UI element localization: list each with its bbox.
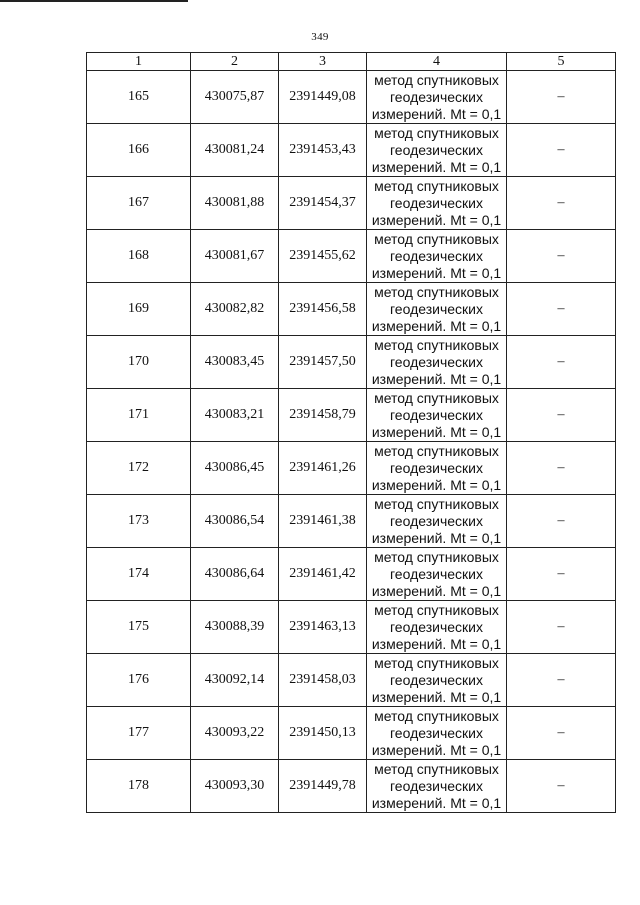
- y-coordinate-cell: 2391455,62: [279, 230, 367, 283]
- y-coordinate-cell: 2391457,50: [279, 336, 367, 389]
- note-cell: –: [507, 71, 616, 124]
- method-text-line: метод спутниковых: [374, 283, 499, 300]
- method-text-line: метод спутниковых: [374, 230, 499, 247]
- method-text-line: метод спутниковых: [374, 760, 499, 777]
- method-cell: [367, 71, 507, 124]
- x-coordinate-cell: 430088,39: [191, 601, 279, 654]
- method-text-line: геодезических: [390, 141, 483, 158]
- method-text-line: геодезических: [390, 618, 483, 635]
- table-row: [87, 124, 616, 177]
- method-cell: [367, 495, 507, 548]
- x-coordinate-cell: 430081,88: [191, 177, 279, 230]
- point-number-cell: 173: [87, 495, 191, 548]
- method-text-line: метод спутниковых: [374, 177, 499, 194]
- point-number-cell: 178: [87, 760, 191, 813]
- y-coordinate-cell: 2391453,43: [279, 124, 367, 177]
- table-row: [87, 760, 616, 813]
- x-coordinate-cell: 430086,45: [191, 442, 279, 495]
- x-coordinate-cell: 430075,87: [191, 71, 279, 124]
- method-text-line: геодезических: [390, 777, 483, 794]
- y-coordinate-cell: 2391449,08: [279, 71, 367, 124]
- table-row: [87, 230, 616, 283]
- method-text-line: измерений. Mt = 0,1: [371, 264, 502, 281]
- method-text-line: геодезических: [390, 724, 483, 741]
- method-text-line: геодезических: [390, 459, 483, 476]
- point-number-cell: 171: [87, 389, 191, 442]
- method-text-line: геодезических: [390, 353, 483, 370]
- method-text-line: геодезических: [390, 247, 483, 264]
- method-text-line: метод спутниковых: [374, 71, 499, 88]
- x-coordinate-cell: 430082,82: [191, 283, 279, 336]
- method-text-line: геодезических: [390, 194, 483, 211]
- y-coordinate-cell: 2391461,38: [279, 495, 367, 548]
- coordinates-table: [86, 52, 616, 813]
- method-text-line: измерений. Mt = 0,1: [371, 158, 502, 175]
- point-number-cell: 172: [87, 442, 191, 495]
- note-cell: –: [507, 389, 616, 442]
- method-cell: [367, 283, 507, 336]
- method-text-line: геодезических: [390, 671, 483, 688]
- note-cell: –: [507, 283, 616, 336]
- column-header: 2: [191, 53, 279, 71]
- method-cell: [367, 548, 507, 601]
- method-text-line: геодезических: [390, 512, 483, 529]
- method-cell: [367, 442, 507, 495]
- method-text-line: метод спутниковых: [374, 336, 499, 353]
- y-coordinate-cell: 2391463,13: [279, 601, 367, 654]
- point-number-cell: 167: [87, 177, 191, 230]
- note-cell: –: [507, 442, 616, 495]
- method-cell: [367, 760, 507, 813]
- column-header: 4: [367, 53, 507, 71]
- method-cell: [367, 336, 507, 389]
- table-row: [87, 548, 616, 601]
- table-row: [87, 336, 616, 389]
- table-row: [87, 601, 616, 654]
- x-coordinate-cell: 430081,67: [191, 230, 279, 283]
- note-cell: –: [507, 124, 616, 177]
- method-text-line: геодезических: [390, 300, 483, 317]
- point-number-cell: 168: [87, 230, 191, 283]
- table-row: [87, 707, 616, 760]
- method-cell: [367, 177, 507, 230]
- method-text-line: метод спутниковых: [374, 389, 499, 406]
- method-text-line: измерений. Mt = 0,1: [371, 211, 502, 228]
- point-number-cell: 169: [87, 283, 191, 336]
- note-cell: –: [507, 654, 616, 707]
- method-text-line: метод спутниковых: [374, 442, 499, 459]
- x-coordinate-cell: 430086,54: [191, 495, 279, 548]
- table-row: [87, 442, 616, 495]
- point-number-cell: 177: [87, 707, 191, 760]
- point-number-cell: 175: [87, 601, 191, 654]
- point-number-cell: 176: [87, 654, 191, 707]
- x-coordinate-cell: 430093,22: [191, 707, 279, 760]
- method-text-line: метод спутниковых: [374, 548, 499, 565]
- method-text-line: геодезических: [390, 88, 483, 105]
- table-body: [87, 71, 616, 813]
- point-number-cell: 170: [87, 336, 191, 389]
- method-text-line: измерений. Mt = 0,1: [371, 317, 502, 334]
- method-cell: [367, 389, 507, 442]
- note-cell: –: [507, 230, 616, 283]
- y-coordinate-cell: 2391454,37: [279, 177, 367, 230]
- method-text-line: метод спутниковых: [374, 654, 499, 671]
- x-coordinate-cell: 430092,14: [191, 654, 279, 707]
- table-header-row: [87, 53, 616, 71]
- method-text-line: метод спутниковых: [374, 707, 499, 724]
- page-number: 349: [311, 31, 329, 43]
- table-row: [87, 71, 616, 124]
- method-text-line: метод спутниковых: [374, 601, 499, 618]
- note-cell: –: [507, 760, 616, 813]
- method-cell: [367, 707, 507, 760]
- y-coordinate-cell: 2391458,79: [279, 389, 367, 442]
- method-text-line: измерений. Mt = 0,1: [371, 105, 502, 122]
- x-coordinate-cell: 430086,64: [191, 548, 279, 601]
- method-text-line: измерений. Mt = 0,1: [371, 741, 502, 758]
- method-text-line: геодезических: [390, 565, 483, 582]
- y-coordinate-cell: 2391461,26: [279, 442, 367, 495]
- method-text-line: измерений. Mt = 0,1: [371, 688, 502, 705]
- method-text-line: измерений. Mt = 0,1: [371, 635, 502, 652]
- method-text-line: геодезических: [390, 406, 483, 423]
- method-text-line: метод спутниковых: [374, 495, 499, 512]
- method-text-line: измерений. Mt = 0,1: [371, 370, 502, 387]
- note-cell: –: [507, 336, 616, 389]
- y-coordinate-cell: 2391458,03: [279, 654, 367, 707]
- method-text-line: метод спутниковых: [374, 124, 499, 141]
- x-coordinate-cell: 430083,21: [191, 389, 279, 442]
- method-text-line: измерений. Mt = 0,1: [371, 529, 502, 546]
- y-coordinate-cell: 2391449,78: [279, 760, 367, 813]
- method-text-line: измерений. Mt = 0,1: [371, 423, 502, 440]
- method-text-line: измерений. Mt = 0,1: [371, 794, 502, 811]
- y-coordinate-cell: 2391461,42: [279, 548, 367, 601]
- table-row: [87, 177, 616, 230]
- column-header: 5: [507, 53, 616, 71]
- table-row: [87, 389, 616, 442]
- y-coordinate-cell: 2391456,58: [279, 283, 367, 336]
- table-row: [87, 495, 616, 548]
- x-coordinate-cell: 430083,45: [191, 336, 279, 389]
- note-cell: –: [507, 177, 616, 230]
- method-cell: [367, 654, 507, 707]
- table-row: [87, 654, 616, 707]
- method-text-line: измерений. Mt = 0,1: [371, 582, 502, 599]
- point-number-cell: 165: [87, 71, 191, 124]
- column-header: 1: [87, 53, 191, 71]
- table-row: [87, 283, 616, 336]
- point-number-cell: 166: [87, 124, 191, 177]
- method-text-line: измерений. Mt = 0,1: [371, 476, 502, 493]
- note-cell: –: [507, 548, 616, 601]
- point-number-cell: 174: [87, 548, 191, 601]
- x-coordinate-cell: 430081,24: [191, 124, 279, 177]
- note-cell: –: [507, 601, 616, 654]
- y-coordinate-cell: 2391450,13: [279, 707, 367, 760]
- note-cell: –: [507, 707, 616, 760]
- top-rule: [0, 0, 188, 2]
- method-cell: [367, 601, 507, 654]
- method-cell: [367, 124, 507, 177]
- method-cell: [367, 230, 507, 283]
- column-header: 3: [279, 53, 367, 71]
- x-coordinate-cell: 430093,30: [191, 760, 279, 813]
- note-cell: –: [507, 495, 616, 548]
